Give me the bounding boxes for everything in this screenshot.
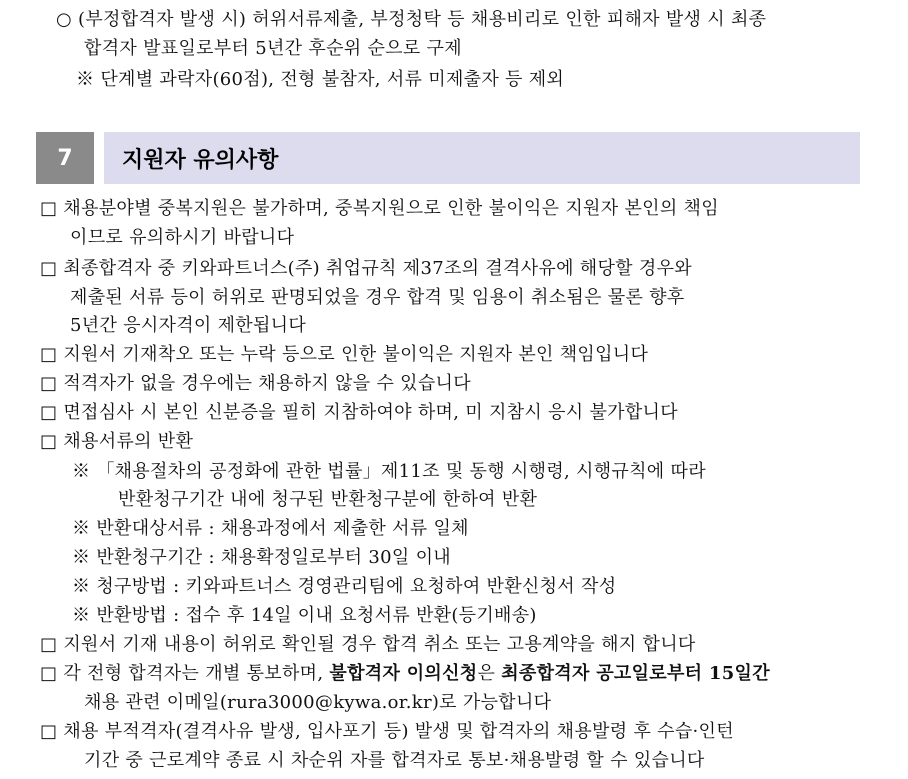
return-note-law-cont: 반환청구기간 내에 청구된 반환청구분에 한하여 반환 [118,489,538,510]
relief-note-line1: ○ (부정합격자 발생 시) 허위서류제출, 부정청탁 등 채용비리로 인한 피해자 발생 시 최종 [56,9,767,30]
item-no-qualified: □ 적격자가 없을 경우에는 채용하지 않을 수 있습니다 [40,373,471,394]
item-duplicate-application: □ 채용분야별 중복지원은 불가하며, 중복지원으로 인한 불이익은 지원자 본인의 책임 [40,198,719,219]
return-note-documents: ※ 반환대상서류 : 채용과정에서 제출한 서류 일체 [72,518,469,539]
objection-text-mid: 은 [477,663,502,684]
objection-bold-1: 불합격자 이의신청 [329,663,478,684]
item-document-return: □ 채용서류의 반환 [40,431,194,452]
item-objection [40,662,770,686]
item-next-candidate-cont: 기간 중 근로계약 종료 시 차순위 자를 합격자로 통보·채용발령 할 수 있습니다 [84,750,705,771]
item-disqualification-cont2: 5년간 응시자격이 제한됩니다 [70,315,307,336]
return-note-period: ※ 반환청구기간 : 채용확정일로부터 30일 이내 [72,547,451,568]
item-objection-email: 채용 관련 이메일(rura3000@kywa.or.kr)로 가능합니다 [84,692,552,713]
item-id-required: □ 면접심사 시 본인 신분증을 필히 지참하여야 하며, 미 지참시 응시 불가합니다 [40,402,678,423]
objection-text-pre: □ 각 전형 합격자는 개별 통보하며, [40,663,330,684]
item-disqualification: □ 최종합격자 중 키와파트너스(주) 취업규칙 제37조의 결격사유에 해당할 경우와 [40,258,692,279]
return-note-law: ※ 「채용절차의 공정화에 관한 법률」제11조 및 동행 시행령, 시행규칙에 따라 [72,461,706,482]
section-title-text: 지원자 유의사항 [122,147,279,173]
item-disqualification-cont1: 제출된 서류 등이 허위로 판명되었을 경우 합격 및 임용이 취소됨은 물론 향후 [70,287,685,308]
return-note-return-way: ※ 반환방법 : 접수 후 14일 이내 요청서류 반환(등기배송) [72,605,537,626]
relief-exclusion-note: ※ 단계별 과락자(60점), 전형 불참자, 서류 미제출자 등 제외 [76,69,565,90]
objection-bold-2: 최종합격자 공고일로부터 15일간 [501,663,770,684]
relief-note-line2: 합격자 발표일로부터 5년간 후순위 순으로 구제 [84,38,462,59]
item-false-entry: □ 지원서 기재 내용이 허위로 확인될 경우 합격 취소 또는 고용계약을 해지 합니다 [40,634,696,655]
section-title [104,132,860,184]
item-next-candidate: □ 채용 부적격자(결격사유 발생, 입사포기 등) 발생 및 합격자의 채용발령 후 수습·인턴 [40,721,734,742]
section-number: 7 [36,132,94,184]
item-entry-error: □ 지원서 기재착오 또는 누락 등으로 인한 불이익은 지원자 본인 책임입니다 [40,344,649,365]
item-duplicate-application-cont: 이므로 유의하시기 바랍니다 [70,227,295,248]
return-note-method: ※ 청구방법 : 키와파트너스 경영관리팀에 요청하여 반환신청서 작성 [72,576,617,597]
